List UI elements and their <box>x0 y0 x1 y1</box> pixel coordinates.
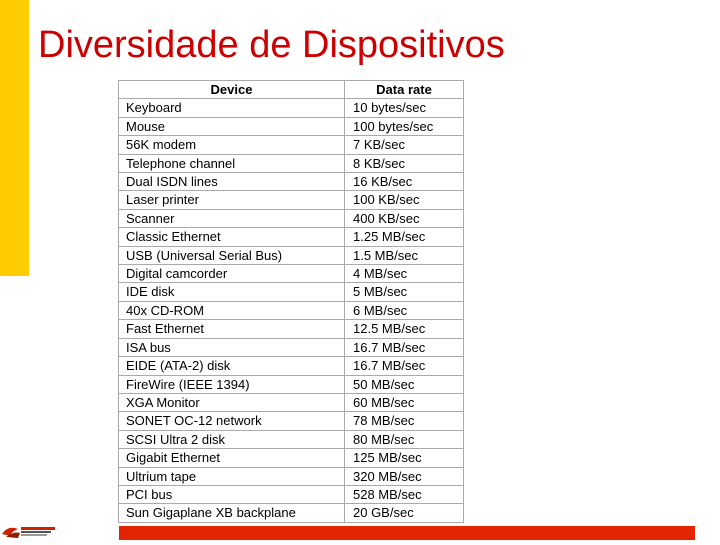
device-cell: EIDE (ATA-2) disk <box>119 357 345 375</box>
data-rate-cell: 20 GB/sec <box>345 504 464 522</box>
table-row <box>119 228 464 246</box>
device-cell: Scanner <box>119 209 345 227</box>
table-row <box>119 117 464 135</box>
table-row <box>119 504 464 522</box>
table-body <box>119 99 464 522</box>
table-row <box>119 485 464 503</box>
data-rate-cell: 80 MB/sec <box>345 430 464 448</box>
data-rate-cell: 5 MB/sec <box>345 283 464 301</box>
table-row <box>119 301 464 319</box>
table-row <box>119 467 464 485</box>
data-rate-cell: 12.5 MB/sec <box>345 320 464 338</box>
data-rate-cell: 10 bytes/sec <box>345 99 464 117</box>
header-device: Device <box>119 81 345 99</box>
data-rate-cell: 528 MB/sec <box>345 485 464 503</box>
table-row <box>119 191 464 209</box>
data-rate-cell: 50 MB/sec <box>345 375 464 393</box>
table-header-row <box>119 81 464 99</box>
data-rate-cell: 78 MB/sec <box>345 412 464 430</box>
table-row <box>119 412 464 430</box>
device-cell: Dual ISDN lines <box>119 173 345 191</box>
device-cell: Telephone channel <box>119 154 345 172</box>
data-rate-cell: 7 KB/sec <box>345 136 464 154</box>
device-cell: XGA Monitor <box>119 393 345 411</box>
table-row <box>119 430 464 448</box>
table-row <box>119 99 464 117</box>
data-rate-cell: 1.5 MB/sec <box>345 246 464 264</box>
device-cell: SONET OC-12 network <box>119 412 345 430</box>
table-row <box>119 154 464 172</box>
table-row <box>119 449 464 467</box>
data-rate-cell: 16.7 MB/sec <box>345 357 464 375</box>
device-cell: Laser printer <box>119 191 345 209</box>
logo-icon <box>0 521 60 540</box>
data-rate-table <box>118 80 464 523</box>
device-cell: Classic Ethernet <box>119 228 345 246</box>
data-rate-cell: 100 KB/sec <box>345 191 464 209</box>
bottom-accent-bar <box>119 526 695 540</box>
device-cell: Keyboard <box>119 99 345 117</box>
data-rate-cell: 125 MB/sec <box>345 449 464 467</box>
device-cell: 40x CD-ROM <box>119 301 345 319</box>
data-rate-cell: 320 MB/sec <box>345 467 464 485</box>
data-rate-table-container <box>118 80 464 523</box>
table-row <box>119 136 464 154</box>
data-rate-cell: 16.7 MB/sec <box>345 338 464 356</box>
slide-title: Diversidade de Dispositivos <box>38 24 505 66</box>
data-rate-cell: 4 MB/sec <box>345 265 464 283</box>
device-cell: FireWire (IEEE 1394) <box>119 375 345 393</box>
device-cell: USB (Universal Serial Bus) <box>119 246 345 264</box>
table-row <box>119 283 464 301</box>
table-row <box>119 375 464 393</box>
device-cell: PCI bus <box>119 485 345 503</box>
table-row <box>119 246 464 264</box>
table-row <box>119 357 464 375</box>
table-row <box>119 209 464 227</box>
device-cell: SCSI Ultra 2 disk <box>119 430 345 448</box>
data-rate-cell: 400 KB/sec <box>345 209 464 227</box>
table-row <box>119 265 464 283</box>
table-row <box>119 173 464 191</box>
device-cell: Digital camcorder <box>119 265 345 283</box>
data-rate-cell: 16 KB/sec <box>345 173 464 191</box>
device-cell: ISA bus <box>119 338 345 356</box>
data-rate-cell: 8 KB/sec <box>345 154 464 172</box>
device-cell: 56K modem <box>119 136 345 154</box>
device-cell: IDE disk <box>119 283 345 301</box>
table-row <box>119 393 464 411</box>
left-accent-bar <box>0 0 29 276</box>
table-row <box>119 320 464 338</box>
device-cell: Fast Ethernet <box>119 320 345 338</box>
device-cell: Sun Gigaplane XB backplane <box>119 504 345 522</box>
data-rate-cell: 6 MB/sec <box>345 301 464 319</box>
header-data-rate: Data rate <box>345 81 464 99</box>
data-rate-cell: 60 MB/sec <box>345 393 464 411</box>
device-cell: Ultrium tape <box>119 467 345 485</box>
device-cell: Mouse <box>119 117 345 135</box>
table-row <box>119 338 464 356</box>
data-rate-cell: 100 bytes/sec <box>345 117 464 135</box>
data-rate-cell: 1.25 MB/sec <box>345 228 464 246</box>
device-cell: Gigabit Ethernet <box>119 449 345 467</box>
